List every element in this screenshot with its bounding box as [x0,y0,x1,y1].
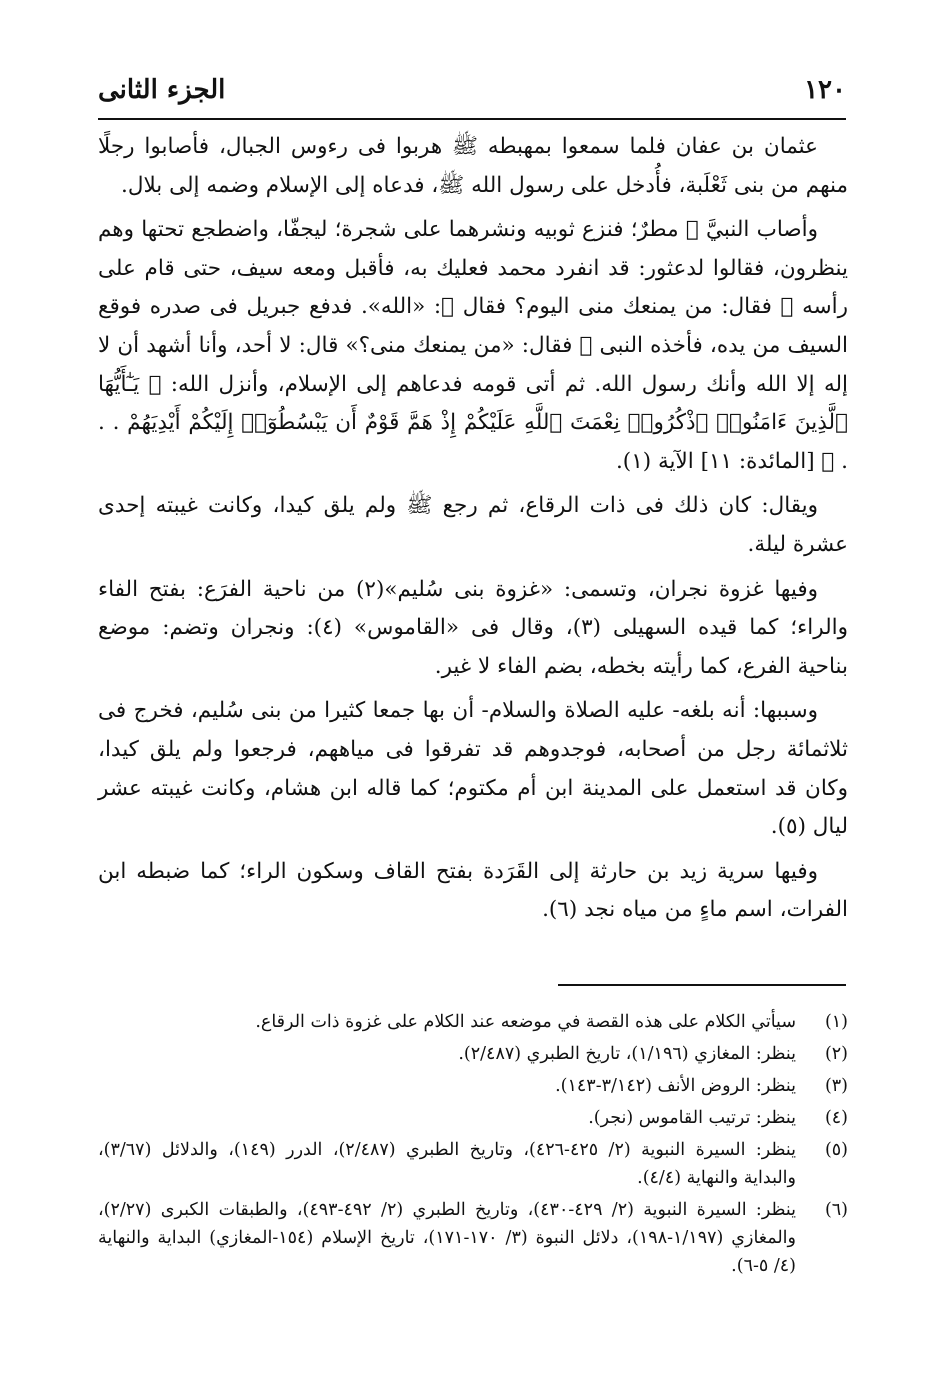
footnote-number: (٢) [824,1044,848,1064]
paragraph: ويقال: كان ذلك فى ذات الرقاع، ثم رجع ﷺ ولم يلق كيدا، وكانت غيبته إحدى عشرة ليلة. [98,493,848,557]
footnote [98,1196,848,1280]
footnote-text: سيأتي الكلام على هذه القصة في موضعه عند الكلام على غزوة ذات الرقاع. [255,1012,796,1032]
footnote-text: ينظر: الروض الأنف (٣/١٤٢-١٤٣). [555,1076,796,1096]
main-text [98,128,848,936]
paragraph: عثمان بن عفان فلما سمعوا بمهبطه ﷺ هربوا فى رءوس الجبال، فأصابوا رجلًا منهم من بنى ثَعْلَبة، فأُدخل على رسول الله ﷺ، فدعاه إلى الإسلام وضمه إلى بلال. [98,134,848,198]
footnote [98,1040,848,1068]
footnote [98,1104,848,1132]
volume-title: الجزء الثانى [98,75,226,105]
paragraph: وسببها: أنه بلغه- عليه الصلاة والسلام- أن بها جمعا كثيرا من بنى سُليم، فخرج فى ثلاثمائة رجل من أصحابه، فوجدوهم قد تفرقوا فى مياههم، فرجعوا ولم يلق كيدا، وكان قد استعمل على المدينة ابن أم مكتوم؛ كما قاله ابن هشام، وكانت غيبته عشر ليال (٥). [98,698,848,840]
footnote [98,1008,848,1036]
header-divider [98,118,846,120]
footnote-number: (١) [824,1012,848,1032]
footnote [98,1072,848,1100]
footnote-text: ينظر: ترتيب القاموس (نجر). [588,1108,796,1128]
footnote-number: (٥) [824,1140,848,1160]
footnote-number: (٤) [824,1108,848,1128]
paragraph: وفيها غزوة نجران، وتسمى: «غزوة بنى سُليم»(٢) من ناحية الفرَع: بفتح الفاء والراء؛ كما قيده السهيلى (٣)، وقال فى «القاموس» (٤): ونجران وتضم: موضع بناحية الفرع، كما رأيته بخطه، بضم الفاء لا غير. [98,576,848,679]
footnote-divider [558,984,846,986]
footnote-text: ينظر: السيرة النبوية (٢/ ٤٢٥-٤٢٦)، وتاريخ الطبري (٢/٤٨٧)، الدرر (١٤٩)، والدلائل (٣/٦٧)، والبداية والنهاية (٤/٤). [98,1140,796,1188]
paragraph: وأصاب النبيَّ ﷺ مطرٌ؛ فنزع ثوبيه ونشرهما على شجرة؛ ليجفّا، واضطجع تحتها وهم ينظرون، فقالوا لدعثور: قد انفرد محمد فعليك به، فأقبل ومعه سيف، حتى قام على رأسه ﷺ فقال: من يمنعك منى اليوم؟ فقال ﷺ: «الله». فدفع جبريل فى صدره فوقع السيف من يده، فأخذه النبى ﷺ فقال: «من يمنعك منى؟» قال: لا أحد، وأنا أشهد أن لا إله إلا الله وأنك رسول الله. ثم أتى قومه فدعاهم إلى الإسلام، وأنزل الله: ﴿ يَـٰٓأَيُّهَا ٱلَّذِينَ ءَامَنُوا۟ ٱذْكُرُوا۟ نِعْمَتَ ٱللَّهِ عَلَيْكُمْ إِذْ هَمَّ قَوْمٌ أَن يَبْسُطُوٓا۟ إِلَيْكُمْ أَيْدِيَهُمْ . . . ﴾ [المائدة: ١١] الآية (١). [98,217,848,474]
footnote [98,1136,848,1192]
footnote-text: ينظر: المغازي (١/١٩٦)، تاريخ الطبري (٢/٤٨٧). [458,1044,796,1064]
paragraph: وفيها سرية زيد بن حارثة إلى القَرَدة بفتح القاف وسكون الراء؛ كما ضبطه ابن الفرات، اسم ماءٍ من مياه نجد (٦). [98,858,848,923]
footnote-number: (٦) [824,1200,848,1220]
page-number: ١٢٠ [804,75,846,105]
running-header [98,68,846,112]
footnotes [98,1008,848,1284]
footnote-text: ينظر: السيرة النبوية (٢/ ٤٢٩-٤٣٠)، وتاريخ الطبري (٢/ ٤٩٢-٤٩٣)، والطبقات الكبرى (٢/٢٧)، والمغازي (١/١٩٧-١٩٨)، دلائل النبوة (٣/ ١٧٠-١٧١)، تاريخ الإسلام (١٥٤-المغازي) البداية والنهاية (٤/ ٥-٦). [98,1200,796,1276]
footnote-number: (٣) [824,1076,848,1096]
